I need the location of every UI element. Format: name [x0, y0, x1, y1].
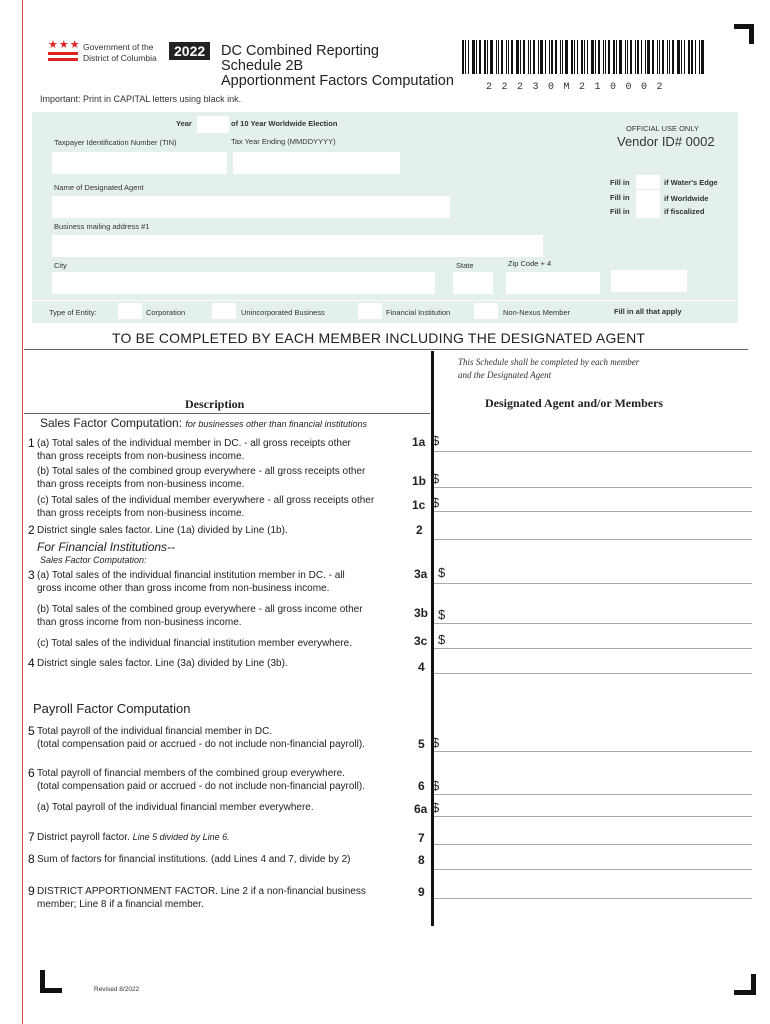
barcode-bar — [468, 40, 469, 74]
line-5-dollar: $ — [432, 735, 440, 750]
line-7-label — [37, 831, 230, 844]
barcode-bar — [608, 40, 610, 74]
barcode-bar — [574, 40, 575, 74]
margin-line — [22, 0, 23, 1024]
barcode-bar — [549, 40, 550, 74]
line-3a-label — [37, 569, 345, 595]
line-6a-code: 6a — [414, 802, 428, 816]
gov-label — [83, 42, 157, 64]
line-6-code: 6 — [418, 779, 425, 793]
line-3c-label: (c) Total sales of the individual financial institution member everywhere. — [37, 638, 352, 649]
barcode-bar — [511, 40, 513, 74]
line-2-label: District single sales factor. Line (1a) divided by Line (1b). — [37, 525, 288, 536]
barcode-bar — [695, 40, 696, 74]
line-7-number: 7 — [28, 830, 35, 844]
line-6-text-2: (total compensation paid or accrued - do not include non-financial payroll). — [37, 781, 365, 792]
dc-flag-stars: ★★★ — [48, 39, 81, 51]
section-rule — [24, 349, 748, 350]
barcode-bar — [476, 40, 477, 74]
barcode-bar — [581, 40, 583, 74]
election-label: of 10 Year Worldwide Election — [231, 119, 338, 128]
barcode-bar — [555, 40, 557, 74]
barcode-bar — [501, 40, 503, 74]
dc-flag-bar-1 — [48, 52, 78, 55]
line-1a-text-2: than gross receipts from non-business income. — [37, 451, 245, 462]
schedule-note-1: This Schedule shall be completed by each member — [458, 357, 640, 367]
line-2-code: 2 — [416, 523, 423, 537]
barcode-bar — [684, 40, 685, 74]
corner-mark-tr-v — [749, 24, 754, 44]
barcode-bar — [490, 40, 493, 74]
line-1b-text-2: than gross receipts from non-business income. — [37, 479, 245, 490]
line-5-number: 5 — [28, 724, 35, 738]
line-3b-dollar: $ — [438, 607, 446, 622]
line-5-label — [37, 725, 365, 751]
line-7-text: District payroll factor. — [37, 832, 130, 843]
line-9-code: 9 — [418, 885, 425, 899]
agent-label: Name of Designated Agent — [54, 183, 144, 192]
line-1c-field[interactable] — [434, 511, 752, 512]
line-3c-field[interactable] — [434, 648, 752, 649]
line-8-code: 8 — [418, 853, 425, 867]
line-6-dollar: $ — [432, 778, 440, 793]
barcode-bar — [659, 40, 660, 74]
schedule-note — [458, 356, 639, 382]
barcode-bar — [635, 40, 636, 74]
sales-heading-sub: for businesses other than financial institutions — [185, 419, 368, 429]
barcode-bar — [560, 40, 561, 74]
line-9-label — [37, 885, 366, 911]
line-7-sub: Line 5 divided by Line 6. — [132, 832, 230, 842]
corporation-label: Corporation — [146, 308, 186, 317]
barcode-bar — [587, 40, 588, 74]
barcode-bar — [540, 40, 543, 74]
line-1b-dollar: $ — [432, 471, 440, 486]
line-3b-text-1: (b) Total sales of the combined group everywhere - all gross income other — [37, 604, 363, 615]
financial-sub: Sales Factor Computation: — [40, 555, 147, 565]
entity-label: Type of Entity: — [49, 308, 97, 317]
line-5-text-1: Total payroll of the individual financial member in DC. — [37, 726, 273, 737]
sales-factor-heading — [40, 416, 367, 430]
barcode-bar — [595, 40, 596, 74]
barcode — [462, 40, 708, 74]
section-title: TO BE COMPLETED BY EACH MEMBER INCLUDING THE DESIGNATED AGENT — [112, 330, 646, 346]
line-3a-text-2: gross income other than gross income from non-business income. — [37, 583, 330, 594]
line-1b-field[interactable] — [434, 487, 752, 488]
barcode-bar — [508, 40, 509, 74]
line-3b-code: 3b — [414, 606, 429, 620]
barcode-bar — [498, 40, 499, 74]
tax-year-field[interactable] — [233, 152, 400, 174]
barcode-bar — [496, 40, 497, 74]
city-label: City — [54, 261, 67, 270]
nonnexus-checkbox[interactable] — [474, 303, 498, 319]
financial-checkbox[interactable] — [358, 303, 382, 319]
line-2-number: 2 — [28, 523, 35, 537]
schedule-note-2: and the Designated Agent — [458, 370, 552, 380]
line-1c-code: 1c — [412, 498, 426, 512]
line-1c-text-2: than gross receipts from non-business income. — [37, 508, 245, 519]
barcode-bar — [627, 40, 628, 74]
barcode-bar — [677, 40, 680, 74]
barcode-bar — [681, 40, 682, 74]
barcode-bar — [565, 40, 568, 74]
fiscalized-checkbox[interactable] — [636, 204, 660, 218]
barcode-bar — [472, 40, 475, 74]
barcode-bar — [662, 40, 664, 74]
barcode-bar — [571, 40, 573, 74]
state-field[interactable] — [453, 272, 493, 294]
title-line-3: Apportionment Factors Computation — [221, 73, 454, 89]
line-1c-text-1: (c) Total sales of the individual member everywhere - all gross receipts other — [37, 495, 375, 506]
line-6-number: 6 — [28, 766, 35, 780]
waters-edge-checkbox[interactable] — [636, 175, 660, 189]
line-7-field[interactable] — [434, 844, 752, 845]
barcode-number: 22230M210002 — [486, 82, 673, 93]
address-field[interactable] — [52, 235, 543, 257]
barcode-bar — [645, 40, 646, 74]
line-8-number: 8 — [28, 852, 35, 866]
line-1a-text-1: (a) Total sales of the individual member in DC. - all gross receipts other — [37, 438, 351, 449]
sales-heading-text: Sales Factor Computation: — [40, 416, 183, 430]
barcode-bar — [647, 40, 650, 74]
line-8-label: Sum of factors for financial institutions. (add Lines 4 and 7, divide by 2) — [37, 854, 351, 865]
gov-line-2: District of Columbia — [83, 53, 157, 63]
line-3c-dollar: $ — [438, 632, 446, 647]
barcode-bar — [603, 40, 604, 74]
line-1a-field[interactable] — [434, 451, 752, 452]
barcode-bar — [479, 40, 481, 74]
barcode-bar — [672, 40, 674, 74]
title-line-2: Schedule 2B — [221, 58, 304, 74]
line-3a-text-1: (a) Total sales of the individual financial institution member in DC. - all — [37, 570, 345, 581]
financial-heading: For Financial Institutions-- — [37, 540, 176, 554]
corporation-checkbox[interactable] — [118, 303, 142, 319]
barcode-bar — [528, 40, 529, 74]
line-3a-field[interactable] — [434, 583, 752, 584]
barcode-bar — [584, 40, 585, 74]
worldwide-label: if Worldwide — [664, 194, 709, 203]
line-4-label: District single sales factor. Line (3a) divided by Line (3b). — [37, 658, 288, 669]
line-4-code: 4 — [418, 660, 425, 674]
line-9-field[interactable] — [434, 898, 752, 899]
barcode-bar — [545, 40, 546, 74]
gov-line-1: Government of the — [83, 42, 154, 52]
vendor-id: Vendor ID# 0002 — [617, 134, 715, 149]
dc-flag-bar-2 — [48, 58, 78, 61]
line-1a-dollar: $ — [432, 433, 440, 448]
barcode-bar — [630, 40, 632, 74]
barcode-bar — [688, 40, 690, 74]
barcode-bar — [669, 40, 670, 74]
description-header: Description — [185, 397, 245, 411]
agent-name-field[interactable] — [52, 196, 450, 218]
barcode-bar — [562, 40, 563, 74]
barcode-bar — [616, 40, 617, 74]
line-3c-code: 3c — [414, 634, 428, 648]
zip-field[interactable] — [506, 272, 600, 294]
line-5-text-2: (total compensation paid or accrued - do not include non-financial payroll). — [37, 739, 365, 750]
line-2-field[interactable] — [434, 539, 752, 540]
line-9-text-1: DISTRICT APPORTIONMENT FACTOR. Line 2 if a non-financial business — [37, 886, 366, 897]
line-1c-label — [37, 494, 374, 520]
unincorporated-checkbox[interactable] — [212, 303, 236, 319]
revised-date: Revised 8/2022 — [94, 986, 140, 993]
line-1b-code: 1b — [412, 474, 427, 488]
line-5-field[interactable] — [434, 751, 752, 752]
worldwide-checkbox[interactable] — [636, 190, 660, 204]
barcode-bar — [641, 40, 642, 74]
line-3b-label — [37, 603, 363, 629]
line-1b-text-1: (b) Total sales of the combined group everywhere - all gross receipts other — [37, 466, 366, 477]
line-6-label — [37, 767, 365, 793]
form-title — [221, 44, 454, 89]
line-6a-dollar: $ — [432, 800, 440, 815]
barcode-bar — [462, 40, 464, 74]
payroll-heading: Payroll Factor Computation — [33, 701, 191, 716]
line-6-field[interactable] — [434, 794, 752, 795]
unincorporated-label: Unincorporated Business — [241, 308, 325, 317]
tin-label: Taxpayer Identification Number (TIN) — [54, 138, 177, 147]
barcode-bar — [591, 40, 594, 74]
barcode-bar — [530, 40, 531, 74]
official-use-field — [611, 270, 687, 292]
address-label: Business mailing address #1 — [54, 222, 150, 231]
fill-in-label-3: Fill in — [610, 207, 630, 216]
barcode-bar — [598, 40, 600, 74]
barcode-bar — [551, 40, 553, 74]
line-4-number: 4 — [28, 656, 35, 670]
barcode-bar — [667, 40, 668, 74]
fill-in-label-1: Fill in — [610, 178, 630, 187]
tax-year-label: Tax Year Ending (MMDDYYYY) — [231, 137, 336, 146]
barcode-bar — [533, 40, 535, 74]
members-header: Designated Agent and/or Members — [485, 396, 664, 410]
line-1-number: 1 — [28, 436, 35, 450]
financial-label: Financial Institution — [386, 308, 451, 317]
fiscalized-label: if fiscalized — [664, 207, 705, 216]
city-field[interactable] — [52, 272, 435, 294]
line-4-field[interactable] — [434, 673, 752, 674]
corner-mark-bl-h — [40, 988, 62, 993]
barcode-bar — [605, 40, 606, 74]
waters-edge-label: if Water's Edge — [664, 178, 718, 187]
line-3b-text-2: than gross income from non-business income. — [37, 617, 242, 628]
line-3b-field[interactable] — [434, 623, 752, 624]
title-line-1: DC Combined Reporting — [221, 43, 379, 59]
barcode-bar — [523, 40, 525, 74]
zip-label: Zip Code + 4 — [508, 259, 552, 268]
barcode-bar — [577, 40, 578, 74]
barcode-bar — [465, 40, 466, 74]
line-5-code: 5 — [418, 737, 425, 751]
barcode-bar — [619, 40, 622, 74]
barcode-bar — [699, 40, 700, 74]
corner-mark-br-v — [751, 974, 756, 995]
line-3-number: 3 — [28, 568, 35, 582]
line-7-code: 7 — [418, 831, 425, 845]
line-1c-dollar: $ — [432, 495, 440, 510]
barcode-bar — [625, 40, 626, 74]
barcode-bar — [516, 40, 519, 74]
barcode-bar — [613, 40, 615, 74]
election-year-field[interactable] — [197, 116, 229, 133]
barcode-bar — [701, 40, 704, 74]
line-1a-code: 1a — [412, 435, 426, 449]
barcode-bar — [487, 40, 488, 74]
barcode-bar — [520, 40, 521, 74]
fill-in-label-2: Fill in — [610, 193, 630, 202]
nonnexus-label: Non-Nexus Member — [503, 308, 571, 317]
line-8-field[interactable] — [434, 869, 752, 870]
line-9-number: 9 — [28, 884, 35, 898]
barcode-bar — [691, 40, 693, 74]
line-1b-label — [37, 465, 365, 491]
barcode-bar — [652, 40, 654, 74]
line-6a-label: (a) Total payroll of the individual financial member everywhere. — [37, 802, 314, 813]
barcode-bar — [506, 40, 507, 74]
year-label: Year — [176, 119, 192, 128]
line-6-text-1: Total payroll of financial members of the combined group everywhere. — [37, 768, 345, 779]
desc-header-rule — [24, 413, 430, 414]
line-3a-code: 3a — [414, 567, 428, 581]
tin-field[interactable] — [52, 152, 227, 174]
important-note: Important: Print in CAPITAL letters using black ink. — [40, 94, 242, 104]
form-year: 2022 — [169, 42, 210, 60]
line-3a-dollar: $ — [438, 565, 446, 580]
state-label: State — [456, 261, 474, 270]
line-1a-label — [37, 437, 351, 463]
official-use-label: OFFICIAL USE ONLY — [626, 124, 699, 133]
barcode-bar — [637, 40, 639, 74]
line-9-text-2: member; Line 8 if a financial member. — [37, 899, 204, 910]
line-6a-field[interactable] — [434, 816, 752, 817]
barcode-bar — [538, 40, 539, 74]
fill-all-label: Fill in all that apply — [614, 307, 682, 316]
barcode-bar — [657, 40, 658, 74]
barcode-bar — [484, 40, 486, 74]
